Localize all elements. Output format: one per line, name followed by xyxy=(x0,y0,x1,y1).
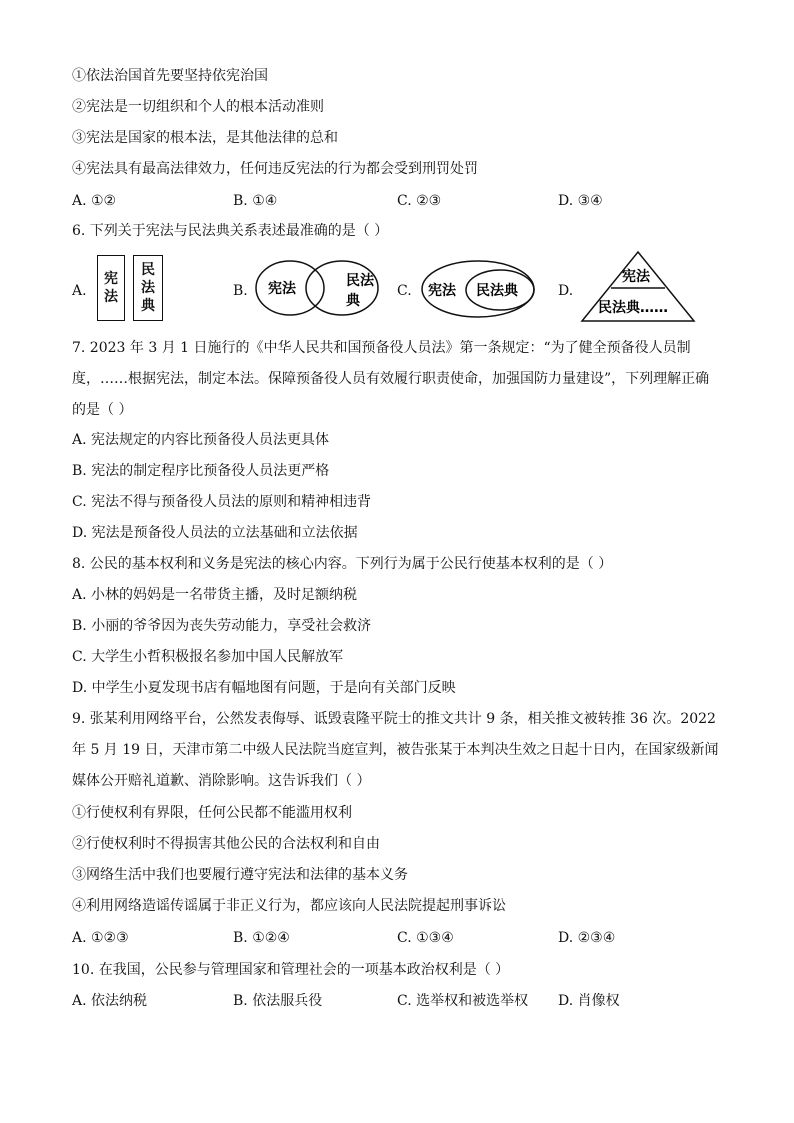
q7-option-a: A. 宪法规定的内容比预备役人员法更具体 xyxy=(72,432,330,448)
q8-option-d: D. 中学生小夏发现书店有幅地图有问题，于是向有关部门反映 xyxy=(72,680,456,696)
q9-statement-3: ③网络生活中我们也要履行遵守宪法和法律的基本义务 xyxy=(72,867,408,883)
q7-stem-line-1: 7. 2023 年 3 月 1 日施行的《中华人民共和国预备役人员法》第一条规定：“为了健全预备役人员制 xyxy=(72,340,691,356)
q10-option-b: B. 依法服兵役 xyxy=(233,993,323,1009)
q5-option-a: A. ①② xyxy=(72,193,117,209)
q6-d-bottom-label: 民法典…… xyxy=(598,300,668,316)
q8-option-a: A. 小林的妈妈是一名带货主播，及时足额纳税 xyxy=(72,587,358,603)
q6-a-civil-code-box: 民 法 典 xyxy=(133,255,163,321)
q6-stem: 6. 下列关于宪法与民法典关系表述最准确的是（ ） xyxy=(72,223,389,239)
q9-stem-line-2: 年 5 月 19 日，天津市第二中级人民法院当庭宣判，被告张某于本判决生效之日起十日内，在国家级新闻 xyxy=(72,742,719,758)
q7-stem-line-3: 的是（ ） xyxy=(72,402,133,418)
q6-b-right-label-1: 民法 xyxy=(346,273,374,289)
q6-c-outer-label: 宪法 xyxy=(428,283,456,299)
q6-b-left-label: 宪法 xyxy=(268,281,296,297)
q5-option-c: C. ②③ xyxy=(397,193,442,209)
q9-option-d: D. ②③④ xyxy=(558,930,616,946)
q6-b-venn-diagram xyxy=(252,258,392,318)
q6-letter-a: A. xyxy=(72,283,87,299)
q6-letter-c: C. xyxy=(397,283,412,299)
q6-letter-d: D. xyxy=(558,283,574,299)
q7-option-c: C. 宪法不得与预备役人员法的原则和精神相违背 xyxy=(72,494,372,510)
q6-d-pyramid-diagram xyxy=(578,250,698,324)
q9-stem-line-1: 9. 张某利用网络平台，公然发表侮辱、诋毁袁隆平院士的推文共计 9 条，相关推文被转推 36 次。2022 xyxy=(72,711,716,727)
q9-statement-4: ④利用网络造谣传谣属于非正义行为，都应该向人民法院提起刑事诉讼 xyxy=(72,898,506,914)
q5-statement-1: ①依法治国首先要坚持依宪治国 xyxy=(72,68,268,84)
q9-option-b: B. ①②④ xyxy=(233,930,290,946)
q6-a-constitution-box: 宪 法 xyxy=(97,255,125,321)
q8-stem: 8. 公民的基本权利和义务是宪法的核心内容。下列行为属于公民行使基本权利的是（ ） xyxy=(72,556,613,572)
q10-option-a: A. 依法纳税 xyxy=(72,993,148,1009)
q8-option-b: B. 小丽的爷爷因为丧失劳动能力，享受社会救济 xyxy=(72,618,372,634)
q7-option-b: B. 宪法的制定程序比预备役人员法更严格 xyxy=(72,463,330,479)
q10-stem: 10. 在我国，公民参与管理国家和管理社会的一项基本政治权利是（ ） xyxy=(72,962,510,978)
q5-statement-4: ④宪法具有最高法律效力，任何违反宪法的行为都会受到刑罚处罚 xyxy=(72,161,478,177)
q5-statement-2: ②宪法是一切组织和个人的根本活动准则 xyxy=(72,99,324,115)
q7-stem-line-2: 度，……根据宪法，制定本法。保障预备役人员有效履行职责使命，加强国防力量建设”，下列理解正确 xyxy=(72,371,710,387)
q6-d-top-label: 宪法 xyxy=(622,269,650,285)
q6-c-inner-label: 民法典 xyxy=(476,283,518,299)
q6-c-nested-diagram xyxy=(418,258,542,320)
q5-option-d: D. ③④ xyxy=(558,193,603,209)
q5-statement-3: ③宪法是国家的根本法，是其他法律的总和 xyxy=(72,130,338,146)
q9-stem-line-3: 媒体公开赔礼道歉、消除影响。这告诉我们（ ） xyxy=(72,773,371,789)
q6-b-right-label-2: 典 xyxy=(346,293,360,309)
q8-option-c: C. 大学生小哲积极报名参加中国人民解放军 xyxy=(72,649,344,665)
q6-letter-b: B. xyxy=(233,283,248,299)
q9-statement-2: ②行使权利时不得损害其他公民的合法权利和自由 xyxy=(72,836,380,852)
q5-option-b: B. ①④ xyxy=(233,193,278,209)
q9-statement-1: ①行使权利有界限，任何公民都不能滥用权利 xyxy=(72,805,352,821)
q9-option-a: A. ①②③ xyxy=(72,930,129,946)
q10-option-c: C. 选举权和被选举权 xyxy=(397,993,529,1009)
q9-option-c: C. ①③④ xyxy=(397,930,454,946)
q10-option-d: D. 肖像权 xyxy=(558,993,620,1009)
q7-option-d: D. 宪法是预备役人员法的立法基础和立法依据 xyxy=(72,525,358,541)
